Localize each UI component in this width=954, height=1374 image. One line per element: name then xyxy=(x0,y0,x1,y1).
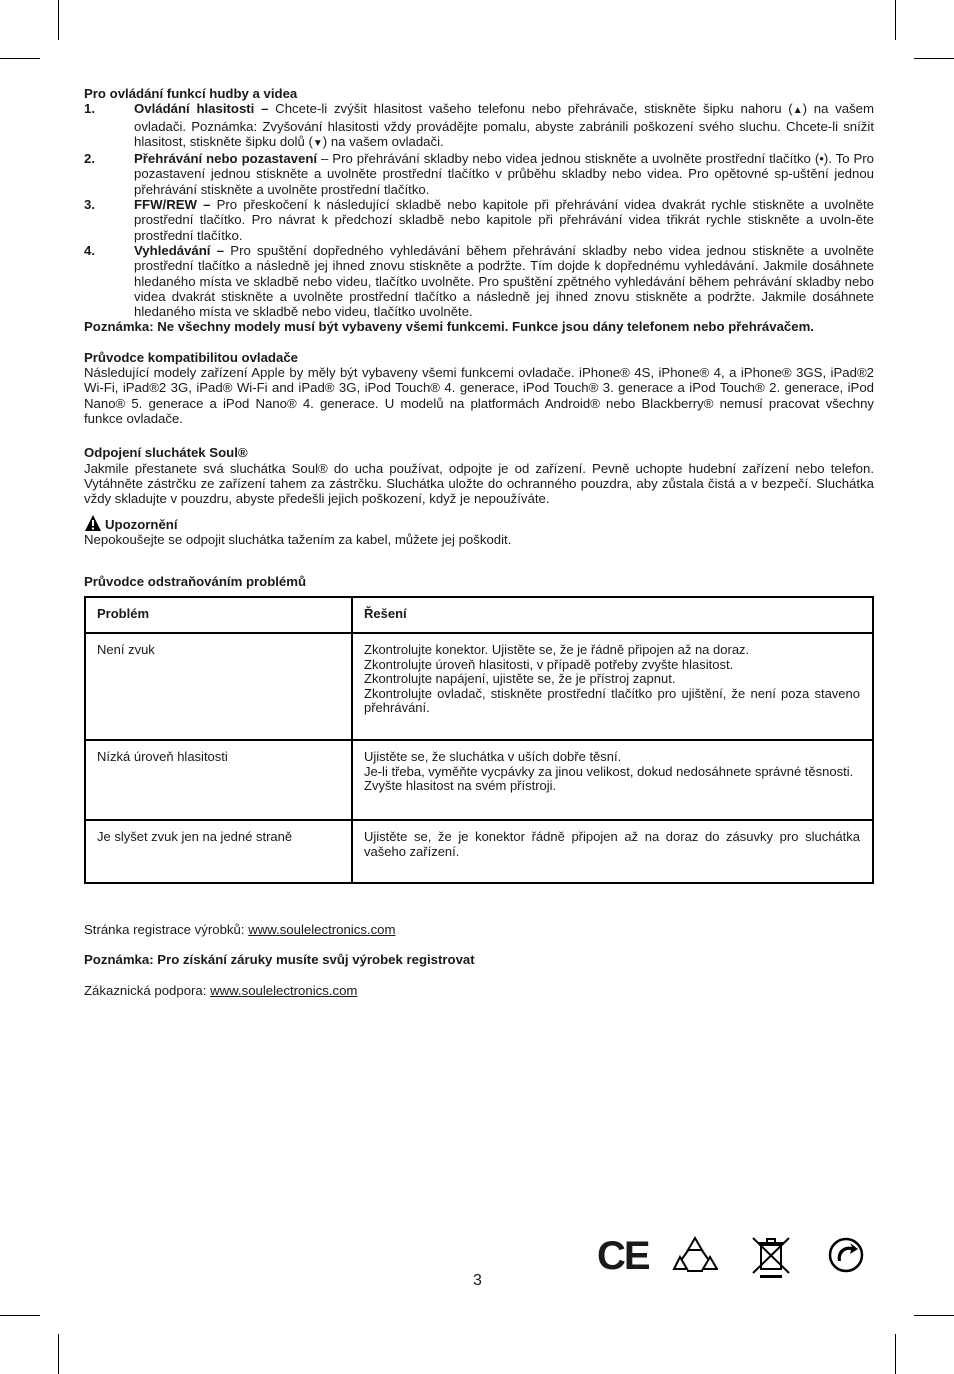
crop-mark xyxy=(58,0,59,40)
solution-line: Zkontrolujte ovladač, stiskněte prostřední tlačítko pro ujištění, že není poza staveno přehrávání. xyxy=(364,685,860,716)
recycle-icon xyxy=(672,1235,718,1277)
solution-line: Zvyšte hlasitost na svém přístroji. xyxy=(364,778,557,794)
ce-mark-icon: CE xyxy=(597,1234,649,1278)
crop-mark xyxy=(0,58,40,59)
disconnect-title: Odpojení sluchátek Soul® xyxy=(84,445,248,461)
step-lead: Vyhledávání xyxy=(134,242,211,258)
warning-triangle-icon xyxy=(84,514,102,532)
registration-line xyxy=(84,922,874,937)
media-control-note: Poznámka: Ne všechny modely musí být vybaveny všemi funkcemi. Funkce jsou dány telefonem nebo přehrávačem. xyxy=(84,319,814,335)
warning-section xyxy=(84,514,874,547)
step-separator: – xyxy=(210,242,231,258)
troubleshooting-title: Průvodce odstraňováním problémů xyxy=(84,573,307,589)
warning-text: Nepokoušejte se odpojit sluchátka tažením za kabel, můžete jej poškodit. xyxy=(84,532,512,548)
table-row xyxy=(85,633,873,740)
step-text: ) na vašem ovladači. Poznámka: Zvyšování hlasitosti vždy provádějte pomalu, abyste zabránili poškození svého sluchu. Chcete-li snížit hlasitost, stiskněte šipku dolů ( xyxy=(134,101,874,149)
arrow-up-icon: ▲ xyxy=(792,105,803,117)
compatibility-title: Průvodce kompatibilitou ovladače xyxy=(84,349,298,365)
solution-line: Zkontrolujte úroveň hlasitosti, v případě potřeby zvyšte hlasitost. xyxy=(364,656,734,672)
step-play-pause xyxy=(84,151,874,197)
solution-line: Zkontrolujte konektor. Ujistěte se, že je řádně připojen až na doraz. xyxy=(364,642,750,658)
footer xyxy=(84,922,874,998)
crop-mark xyxy=(0,1315,40,1316)
media-control-section xyxy=(84,86,874,335)
crop-mark xyxy=(895,1334,896,1374)
registration-link[interactable]: www.soulelectronics.com xyxy=(248,922,396,938)
compatibility-text: Následující modely zařízení Apple by měly být vybaveny všemi funkcemi ovladače. iPhone® 4S, iPhone® 4, a iPhone® 3GS, iPad®2 Wi-Fi, iPad®2 3G, iPad® Wi-Fi and iPad® 3G, iPod Touch® 4. generace, iPod Touch® 3. generace a iPod Touch® 2. generace, iPod Nano® 5. generace a iPod Nano® 4. generace. U modelů na platformách Android® nebo Blackberry® nemusí pracovat všechny funkce ovladače. xyxy=(84,365,874,426)
step-separator: – xyxy=(197,197,217,213)
warranty-note: Poznámka: Pro získání záruky musíte svůj výrobek registrovat xyxy=(84,952,475,968)
header-solution: Řešení xyxy=(352,597,873,633)
table-row xyxy=(85,820,873,883)
step-separator: – xyxy=(317,151,333,167)
registration-label: Stránka registrace výrobků: xyxy=(84,922,249,938)
media-control-title: Pro ovládání funkcí hudby a videa xyxy=(84,86,298,101)
step-volume xyxy=(84,101,874,151)
support-line xyxy=(84,983,874,998)
troubleshooting-section xyxy=(84,574,874,884)
step-separator: – xyxy=(254,101,276,117)
step-text: Pro přehrávání skladby nebo videa jednou stiskněte a uvolněte prostřední tlačítko (•). To Pro pozastavení jednou stiskněte a uvolněte prostřední tlačítko v průběhu skladby nebo videa. Pro opětovné sp-uštění jednou přehrávání stiskněte a uvolněte prostřední tlačítko. xyxy=(134,151,874,197)
compatibility-section xyxy=(84,350,874,426)
step-number: 2. xyxy=(84,151,95,167)
step-text: Pro spuštění dopředného vyhledávání během přehrávání skladby nebo videa jednou stiskněte a uvolněte prostřední tlačítko a následně jej ihned znovu stiskněte a podržte. Tím dojde k dopřednému vyhledávání. Jakmile dosáhnete hledaného místa ve skladbě nebo videu, tlačítko uvolněte. Pro spuštění zpětného vyhledávání během pehrávání skladby nebo videa dvakrát stiskněte a uvolněte prostřední tlačítko a následně jej ihned znovu stiskněte a podržte. Jakmile dosáhnete hledaného místa ve skladbě nebo videu, tlačítko uvolněte. xyxy=(134,242,874,320)
page-content xyxy=(84,86,874,998)
solution-line: Ujistěte se, že sluchátka v uších dobře těsní. xyxy=(364,749,622,765)
step-ffw-rew xyxy=(84,197,874,243)
weee-crossed-bin-icon xyxy=(750,1235,792,1279)
step-text: Pro přeskočení k následující skladbě nebo kapitole při přehrávání videa dvakrát rychle stiskněte a uvolněte prostřední tlačítko. Pro návrat k předchozí skladbě nebo kapitole při přehrávání videa třikrát rychle stiskněte a uvoln-ěte prostřední tlačítko. xyxy=(134,197,874,243)
support-link[interactable]: www.soulelectronics.com xyxy=(210,982,358,998)
step-text: ) na vašem ovladači. xyxy=(322,133,444,149)
green-dot-icon xyxy=(828,1237,864,1273)
support-label: Zákaznická podpora: xyxy=(84,982,211,998)
solution-line: Je-li třeba, vyměňte vycpávky za jinou velikost, dokud nedosáhnete správné těsnosti. xyxy=(364,763,854,779)
page-number: 3 xyxy=(473,1272,482,1289)
crop-mark xyxy=(895,0,896,40)
crop-mark xyxy=(58,1334,59,1374)
row-solution xyxy=(352,740,873,820)
disconnect-text: Jakmile přestanete svá sluchátka Soul® do ucha používat, odpojte je od zařízení. Pevně uchopte hudební zařízení nebo telefon. Vytáhněte zástrčku ze zařízení tahem za zástrčku. Sluchátka uložte do ochranného pouzdra, aby zůstala čistá a v bezpečí. Sluchátka vždy skladujte v pouzdru, abyste předešli jejich poškození, když je nepoužíváte. xyxy=(84,460,874,507)
row-problem: Nízká úroveň hlasitosti xyxy=(85,740,352,820)
row-problem: Není zvuk xyxy=(85,633,352,740)
row-solution xyxy=(352,820,873,883)
step-lead: Přehrávání nebo pozastavení xyxy=(134,151,318,167)
media-control-steps xyxy=(84,101,874,319)
crop-mark xyxy=(914,1315,954,1316)
disconnect-section xyxy=(84,445,874,506)
step-lead: FFW/REW xyxy=(134,197,197,213)
header-problem: Problém xyxy=(85,597,352,633)
step-number: 3. xyxy=(84,197,95,213)
warning-title-row xyxy=(84,514,874,532)
crop-mark xyxy=(914,58,954,59)
row-problem: Je slyšet zvuk jen na jedné straně xyxy=(85,820,352,883)
step-number: 1. xyxy=(84,101,95,117)
row-solution xyxy=(352,633,873,740)
step-lead: Ovládání hlasitosti xyxy=(134,101,255,117)
solution-line: Ujistěte se, že je konektor řádně připojen až na doraz do zásuvky pro sluchátka vašeho zařízení. xyxy=(364,829,860,859)
table-header-row xyxy=(85,597,873,633)
solution-line: Zkontrolujte napájení, ujistěte se, že je přístroj zapnut. xyxy=(364,671,676,687)
troubleshooting-table xyxy=(84,596,874,884)
step-number: 4. xyxy=(84,242,95,258)
table-row xyxy=(85,740,873,820)
warning-title: Upozornění xyxy=(105,517,178,533)
step-search xyxy=(84,243,874,319)
arrow-down-icon: ▼ xyxy=(312,137,323,149)
step-text: Chcete-li zvýšit hlasitost vašeho telefonu nebo přehrávače, stiskněte šipku nahoru ( xyxy=(275,101,793,117)
